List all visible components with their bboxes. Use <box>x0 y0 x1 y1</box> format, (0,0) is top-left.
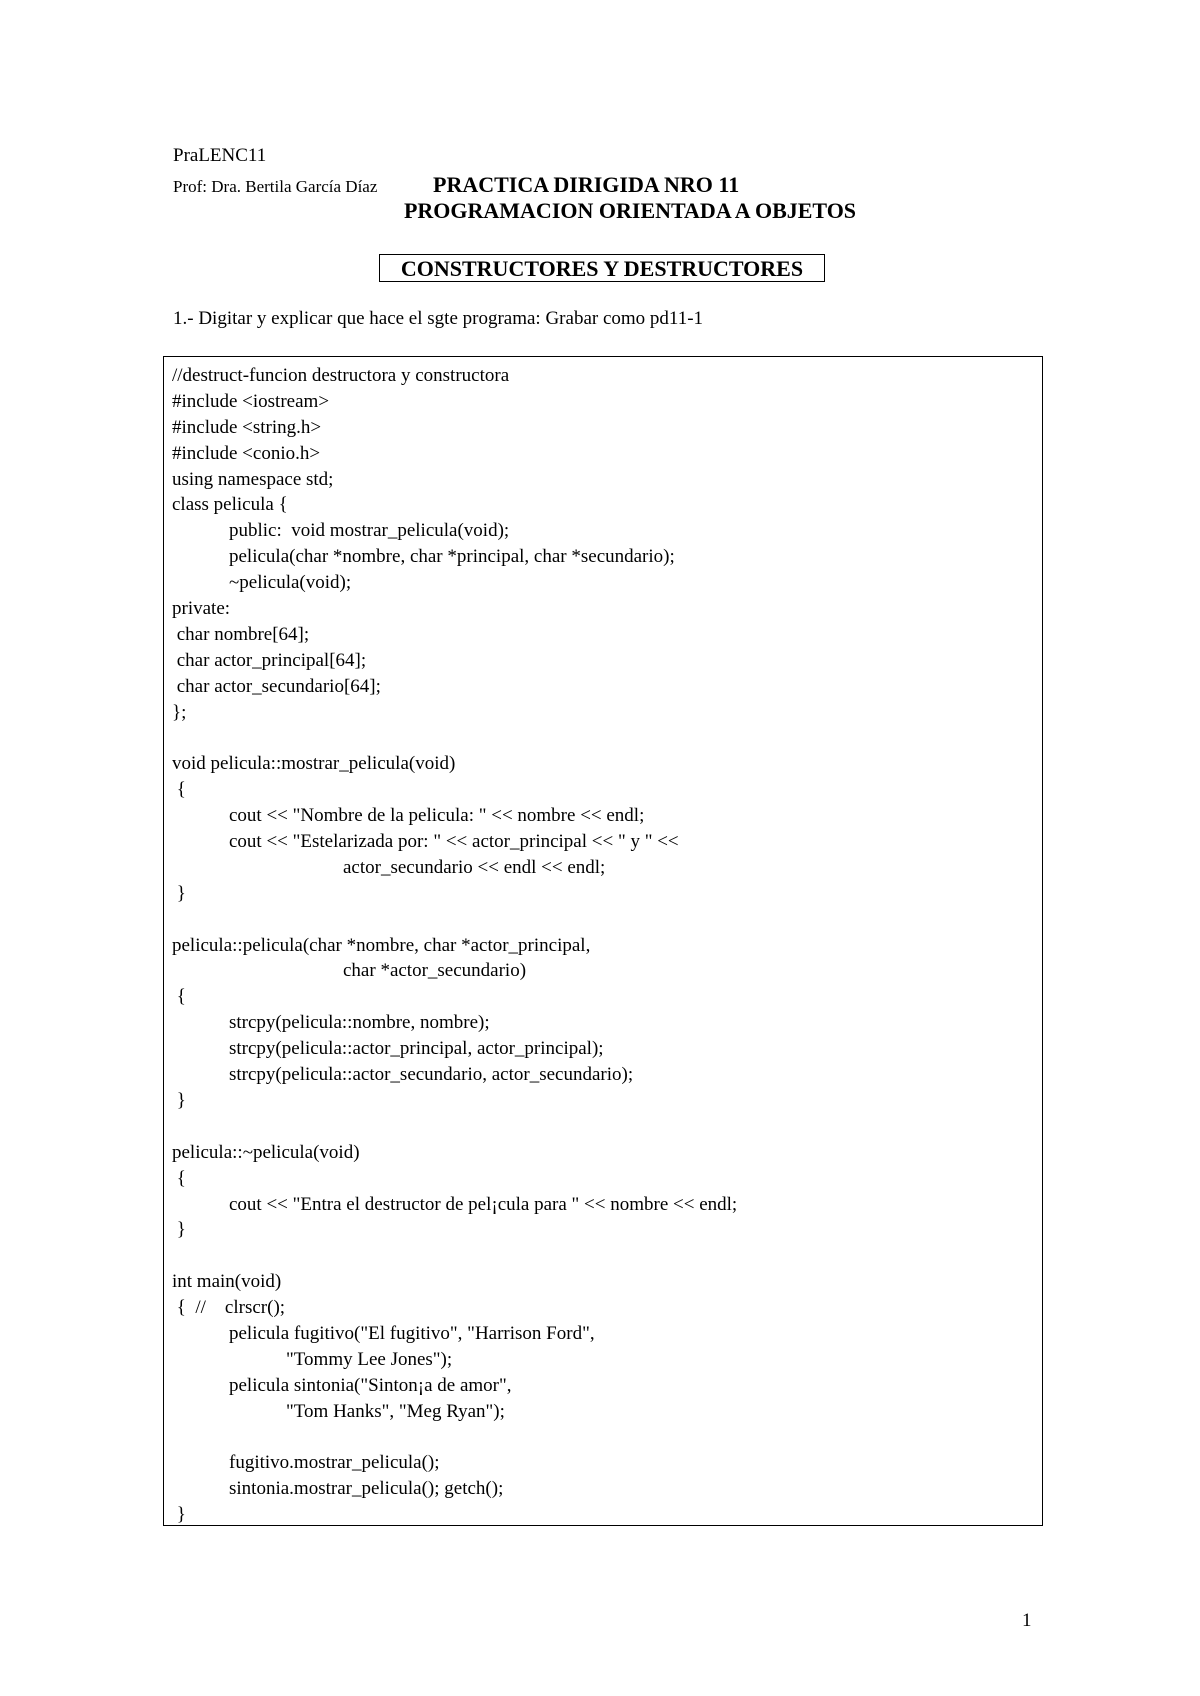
code-line <box>172 907 737 933</box>
code-line: strcpy(pelicula::actor_principal, actor_principal); <box>172 1038 604 1060</box>
course-title: PROGRAMACION ORIENTADA A OBJETOS <box>403 198 857 223</box>
code-line: char actor_secundario[64]; <box>172 675 381 697</box>
code-listing <box>172 363 737 1528</box>
code-line: { <box>172 779 186 801</box>
code-line: pelicula sintonia("Sinton¡a de amor", <box>172 1374 512 1396</box>
code-line: strcpy(pelicula::actor_secundario, actor_secundario); <box>172 1064 634 1086</box>
code-line <box>172 725 737 751</box>
code-line: pelicula(char *nombre, char *principal, char *secundario); <box>172 546 675 568</box>
code-line: }; <box>172 701 187 723</box>
code-line: private: <box>172 598 231 620</box>
code-line: "Tom Hanks", "Meg Ryan"); <box>172 1400 505 1422</box>
code-line <box>172 1425 737 1451</box>
code-line: } <box>172 882 186 904</box>
document-code: PraLENC11 <box>173 145 267 166</box>
code-line: cout << "Entra el destructor de pel¡cula para " << nombre << endl; <box>172 1193 738 1215</box>
code-line: } <box>172 1504 186 1526</box>
code-line: char *actor_secundario) <box>172 960 527 982</box>
code-line <box>172 1243 737 1269</box>
code-line <box>172 1114 737 1140</box>
code-line: strcpy(pelicula::nombre, nombre); <box>172 1012 490 1034</box>
exercise-instruction: 1.- Digitar y explicar que hace el sgte programa: Grabar como pd11-1 <box>173 308 704 329</box>
code-line: class pelicula { <box>172 494 288 516</box>
code-line: pelicula::~pelicula(void) <box>172 1141 360 1163</box>
code-box <box>163 356 1043 1526</box>
code-line: char actor_principal[64]; <box>172 649 367 671</box>
code-line: int main(void) <box>172 1271 282 1293</box>
section-title: CONSTRUCTORES Y DESTRUCTORES <box>379 254 825 282</box>
code-line: } <box>172 1219 186 1241</box>
author: Prof: Dra. Bertila García Díaz <box>173 177 378 196</box>
code-line: { // clrscr(); <box>172 1297 286 1319</box>
code-line: cout << "Estelarizada por: " << actor_principal << " y " << <box>172 831 679 853</box>
code-line: actor_secundario << endl << endl; <box>172 856 606 878</box>
code-line: public: void mostrar_pelicula(void); <box>172 520 510 542</box>
code-line: using namespace std; <box>172 468 334 490</box>
code-line: ~pelicula(void); <box>172 572 352 594</box>
code-line: void pelicula::mostrar_pelicula(void) <box>172 753 456 775</box>
code-line: pelicula::pelicula(char *nombre, char *actor_principal, <box>172 934 591 956</box>
code-line: cout << "Nombre de la pelicula: " << nombre << endl; <box>172 805 645 827</box>
page-number: 1 <box>1022 1610 1032 1631</box>
code-line: pelicula fugitivo("El fugitivo", "Harrison Ford", <box>172 1322 595 1344</box>
code-line: { <box>172 986 186 1008</box>
code-line: #include <string.h> <box>172 416 322 438</box>
code-line: #include <iostream> <box>172 390 330 412</box>
code-line: { <box>172 1167 186 1189</box>
code-line: "Tommy Lee Jones"); <box>172 1348 453 1370</box>
code-line: #include <conio.h> <box>172 442 321 464</box>
code-line: fugitivo.mostrar_pelicula(); <box>172 1452 440 1474</box>
code-line: sintonia.mostrar_pelicula(); getch(); <box>172 1478 504 1500</box>
code-line: } <box>172 1089 186 1111</box>
header-line <box>173 172 1073 198</box>
code-line: //destruct-funcion destructora y constructora <box>172 365 510 386</box>
practice-title: PRACTICA DIRIGIDA NRO 11 <box>433 172 740 197</box>
code-line: char nombre[64]; <box>172 623 310 645</box>
